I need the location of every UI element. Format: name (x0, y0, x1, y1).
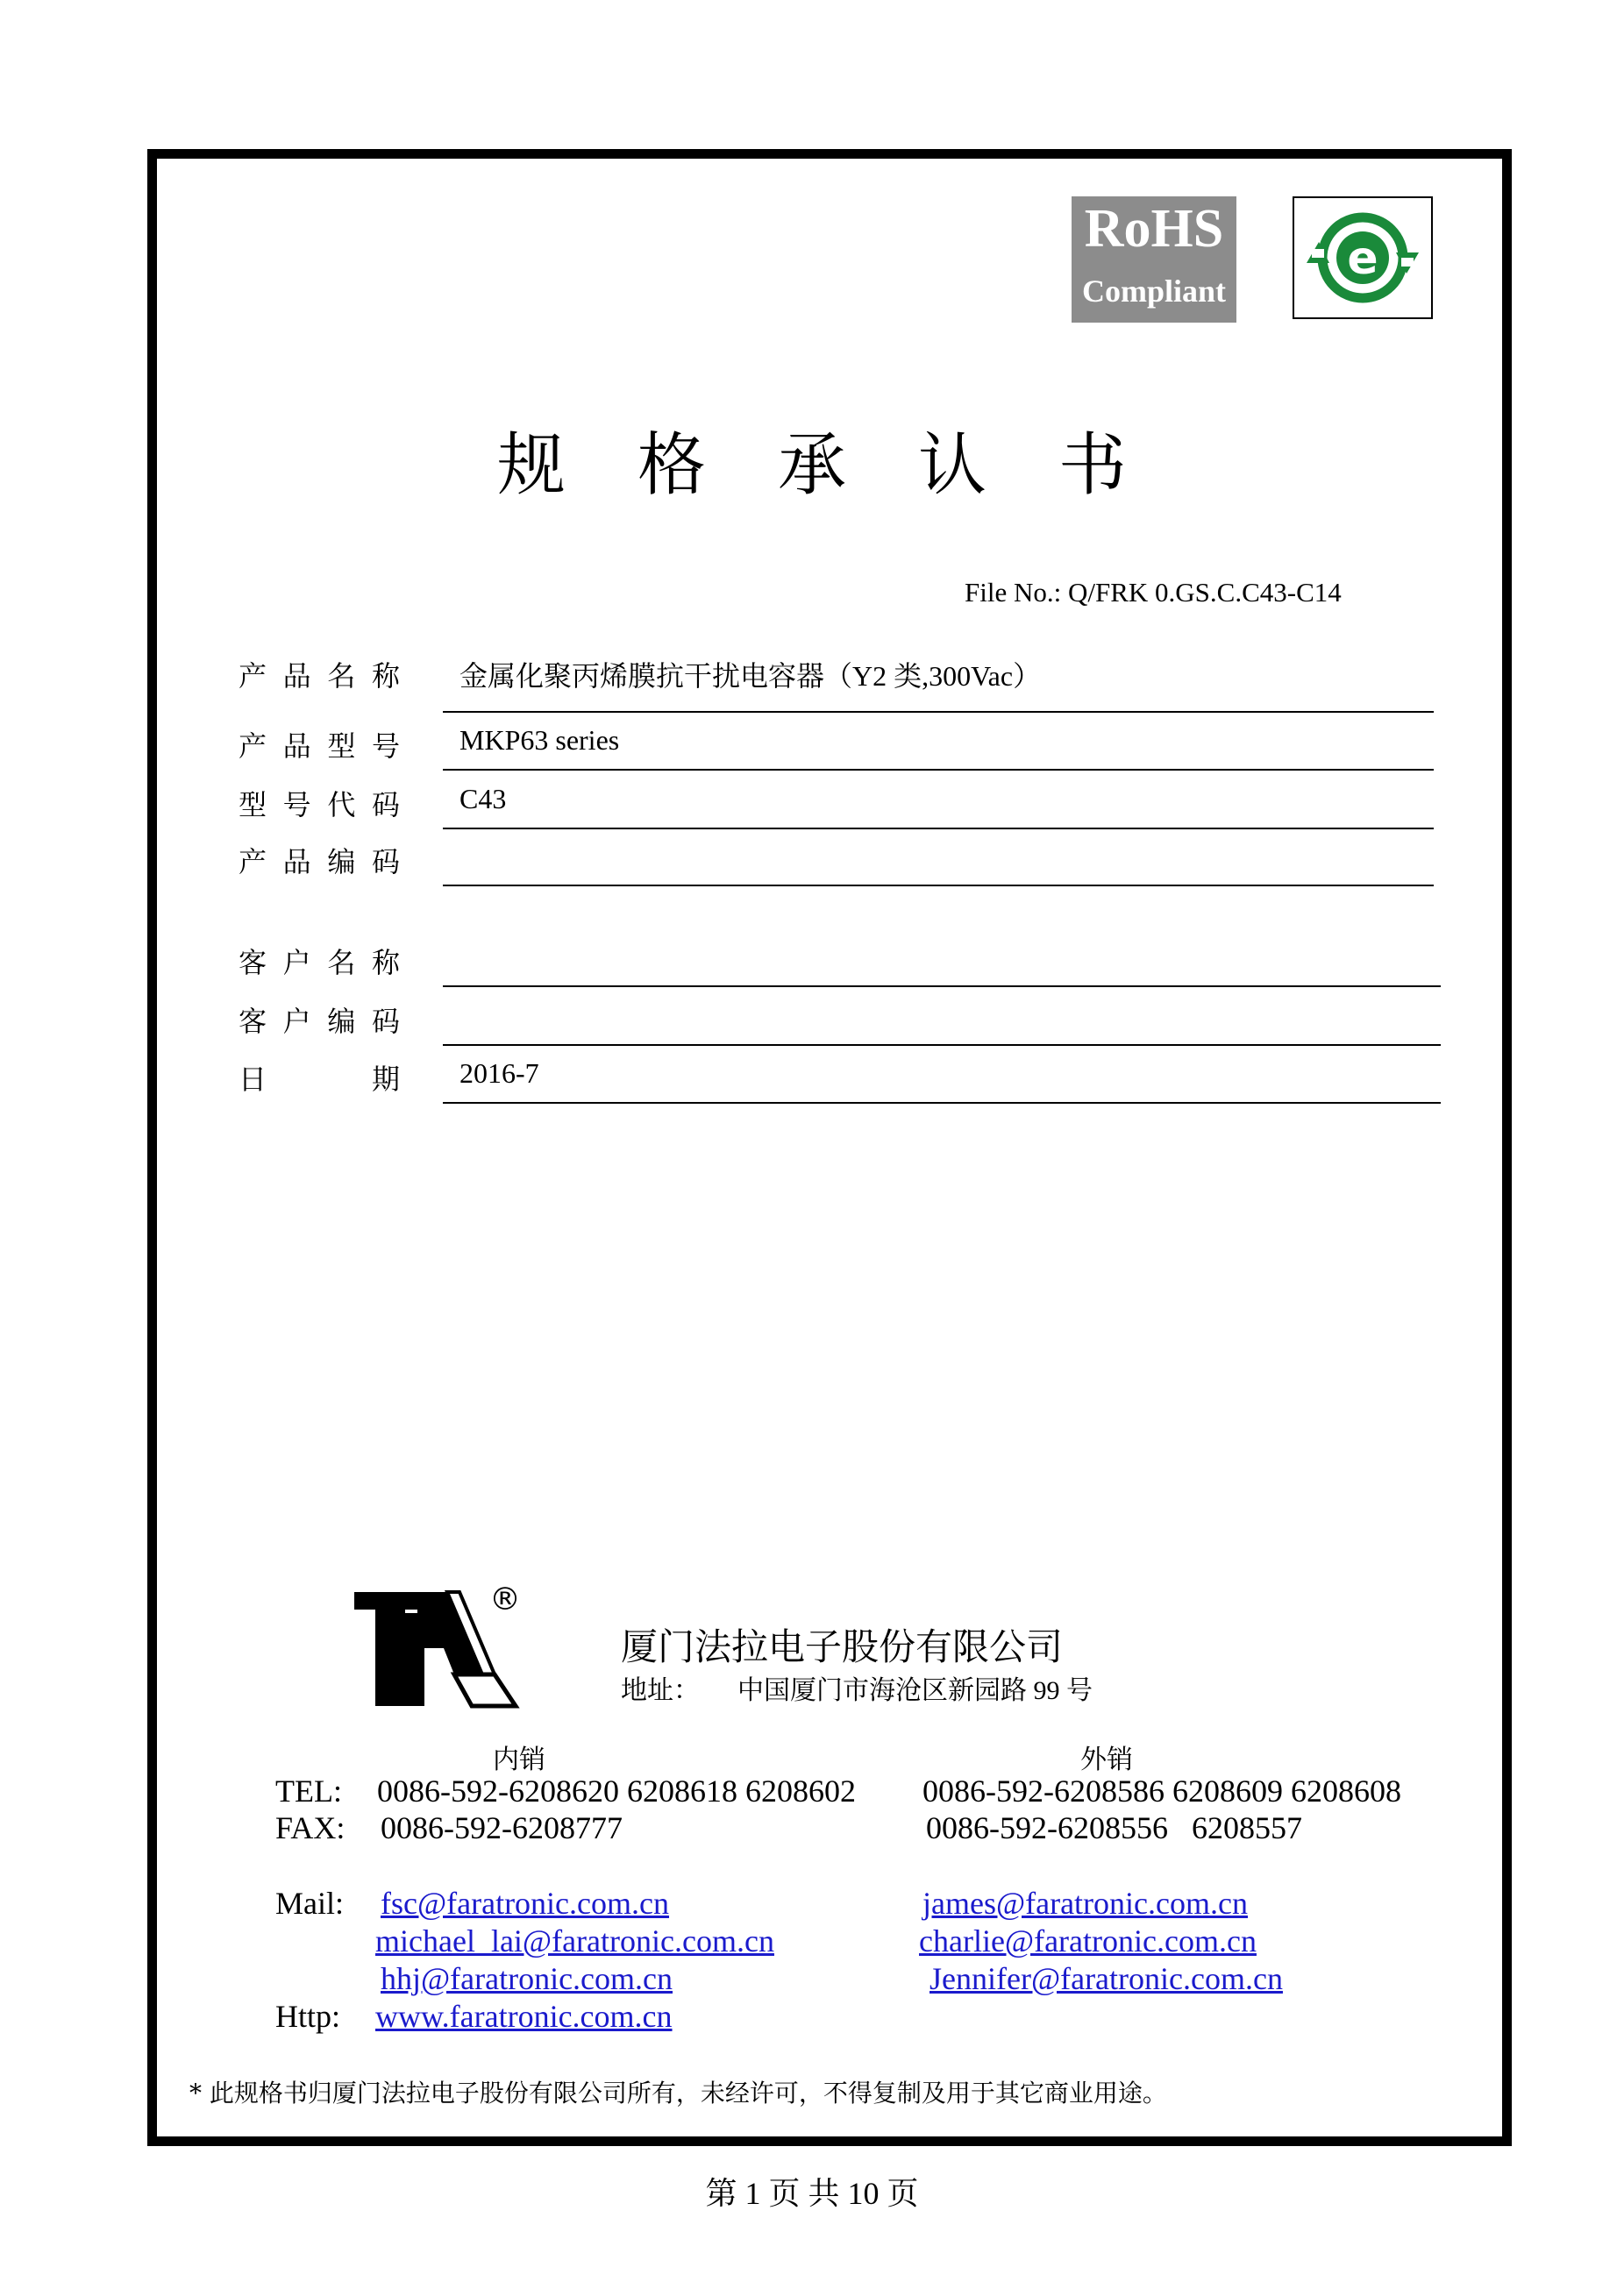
mail-label: Mail: (275, 1886, 344, 1921)
label-char: 码 (371, 845, 400, 878)
label-char: 品 (282, 729, 311, 763)
registered-mark: ® (489, 1582, 521, 1617)
tel-label: TEL: (275, 1774, 342, 1809)
label-customer-name (239, 941, 400, 981)
company-name: 厦门法拉电子股份有限公司 (621, 1625, 1064, 1668)
label-char: 产 (239, 729, 267, 763)
label-char: 称 (371, 946, 400, 979)
label-product-model (239, 724, 400, 764)
mail-export-3[interactable]: Jennifer@faratronic.com.cn (930, 1961, 1283, 1996)
export-label: 外销 (1080, 1745, 1133, 1775)
label-char: 户 (282, 1005, 311, 1038)
label-char: 名 (327, 659, 356, 693)
tel-export: 0086-592-6208586 6208609 6208608 (922, 1774, 1401, 1809)
label-char: 码 (371, 788, 400, 821)
label-char: 产 (239, 659, 267, 693)
rule-customer-code (443, 1044, 1441, 1046)
rule-date (443, 1102, 1441, 1104)
rule-product-code (443, 885, 1434, 886)
label-char: 品 (282, 845, 311, 878)
label-char: 客 (239, 1005, 267, 1038)
label-char: 品 (282, 659, 311, 693)
label-char: 号 (282, 788, 311, 821)
label-model-code (239, 783, 400, 823)
tel-domestic: 0086-592-6208620 6208618 6208602 (377, 1774, 856, 1809)
value-date: 2016-7 (459, 1057, 539, 1089)
domestic-label: 内销 (493, 1745, 545, 1775)
file-number: File No.: Q/FRK 0.GS.C.C43-C14 (965, 577, 1342, 608)
label-char: 客 (239, 946, 267, 979)
http-label: Http: (275, 1999, 341, 2034)
rule-product-model (443, 769, 1434, 771)
value-product-model: MKP63 series (459, 724, 620, 756)
fa-logo-icon (349, 1578, 533, 1710)
label-char: 编 (327, 1005, 356, 1038)
mail-export-2[interactable]: charlie@faratronic.com.cn (919, 1923, 1257, 1958)
fax-domestic: 0086-592-6208777 (381, 1810, 623, 1845)
rule-product-name (443, 711, 1434, 713)
label-char: 编 (327, 845, 356, 878)
label-char: 产 (239, 845, 267, 878)
copyright-notice: * 此规格书归厦门法拉电子股份有限公司所有，未经许可，不得复制及用于其它商业用途。 (189, 2079, 1167, 2108)
rule-customer-name (443, 985, 1441, 987)
address-text: 中国厦门市海沧区新园路 99 号 (737, 1676, 1093, 1705)
rohs-subtitle: Compliant (1081, 274, 1227, 309)
label-char: 称 (371, 659, 400, 693)
label-char: 户 (282, 946, 311, 979)
mail-domestic-2[interactable]: michael_lai@faratronic.com.cn (375, 1923, 774, 1958)
eco-letter: e (1347, 232, 1378, 285)
label-date-left: 日 (239, 1063, 267, 1096)
label-customer-code (239, 999, 400, 1040)
page-number: 第 1 页 共 10 页 (705, 2176, 919, 2211)
rohs-badge (1072, 196, 1236, 323)
rule-model-code (443, 828, 1434, 829)
label-char: 代 (327, 788, 356, 821)
fax-label: FAX: (275, 1810, 345, 1845)
environmental-logo (1293, 196, 1433, 319)
label-product-name (239, 654, 400, 694)
label-char: 名 (327, 946, 356, 979)
label-char: 型 (239, 788, 267, 821)
label-product-code (239, 840, 400, 880)
label-char: 号 (371, 729, 400, 763)
label-char: 型 (327, 729, 356, 763)
address-label: 地址： (621, 1676, 700, 1705)
document-title: 规格承认书 (496, 426, 1199, 505)
value-product-name: 金属化聚丙烯膜抗干扰电容器（Y2 类,300Vac） (459, 660, 1042, 692)
fax-export: 0086-592-6208556 6208557 (926, 1810, 1302, 1845)
label-char: 码 (371, 1005, 400, 1038)
website-link[interactable]: www.faratronic.com.cn (375, 1999, 673, 2034)
mail-domestic-1[interactable]: fsc@faratronic.com.cn (381, 1886, 669, 1921)
company-logo (349, 1578, 533, 1710)
company-address (621, 1668, 1093, 1707)
rohs-title: RoHS (1084, 199, 1224, 259)
value-model-code: C43 (459, 783, 507, 814)
label-date (239, 1057, 400, 1098)
label-date-right: 期 (371, 1063, 400, 1096)
mail-domestic-3[interactable]: hhj@faratronic.com.cn (381, 1961, 673, 1996)
mail-export-1[interactable]: james@faratronic.com.cn (922, 1886, 1248, 1921)
recycle-e-icon (1294, 198, 1431, 317)
